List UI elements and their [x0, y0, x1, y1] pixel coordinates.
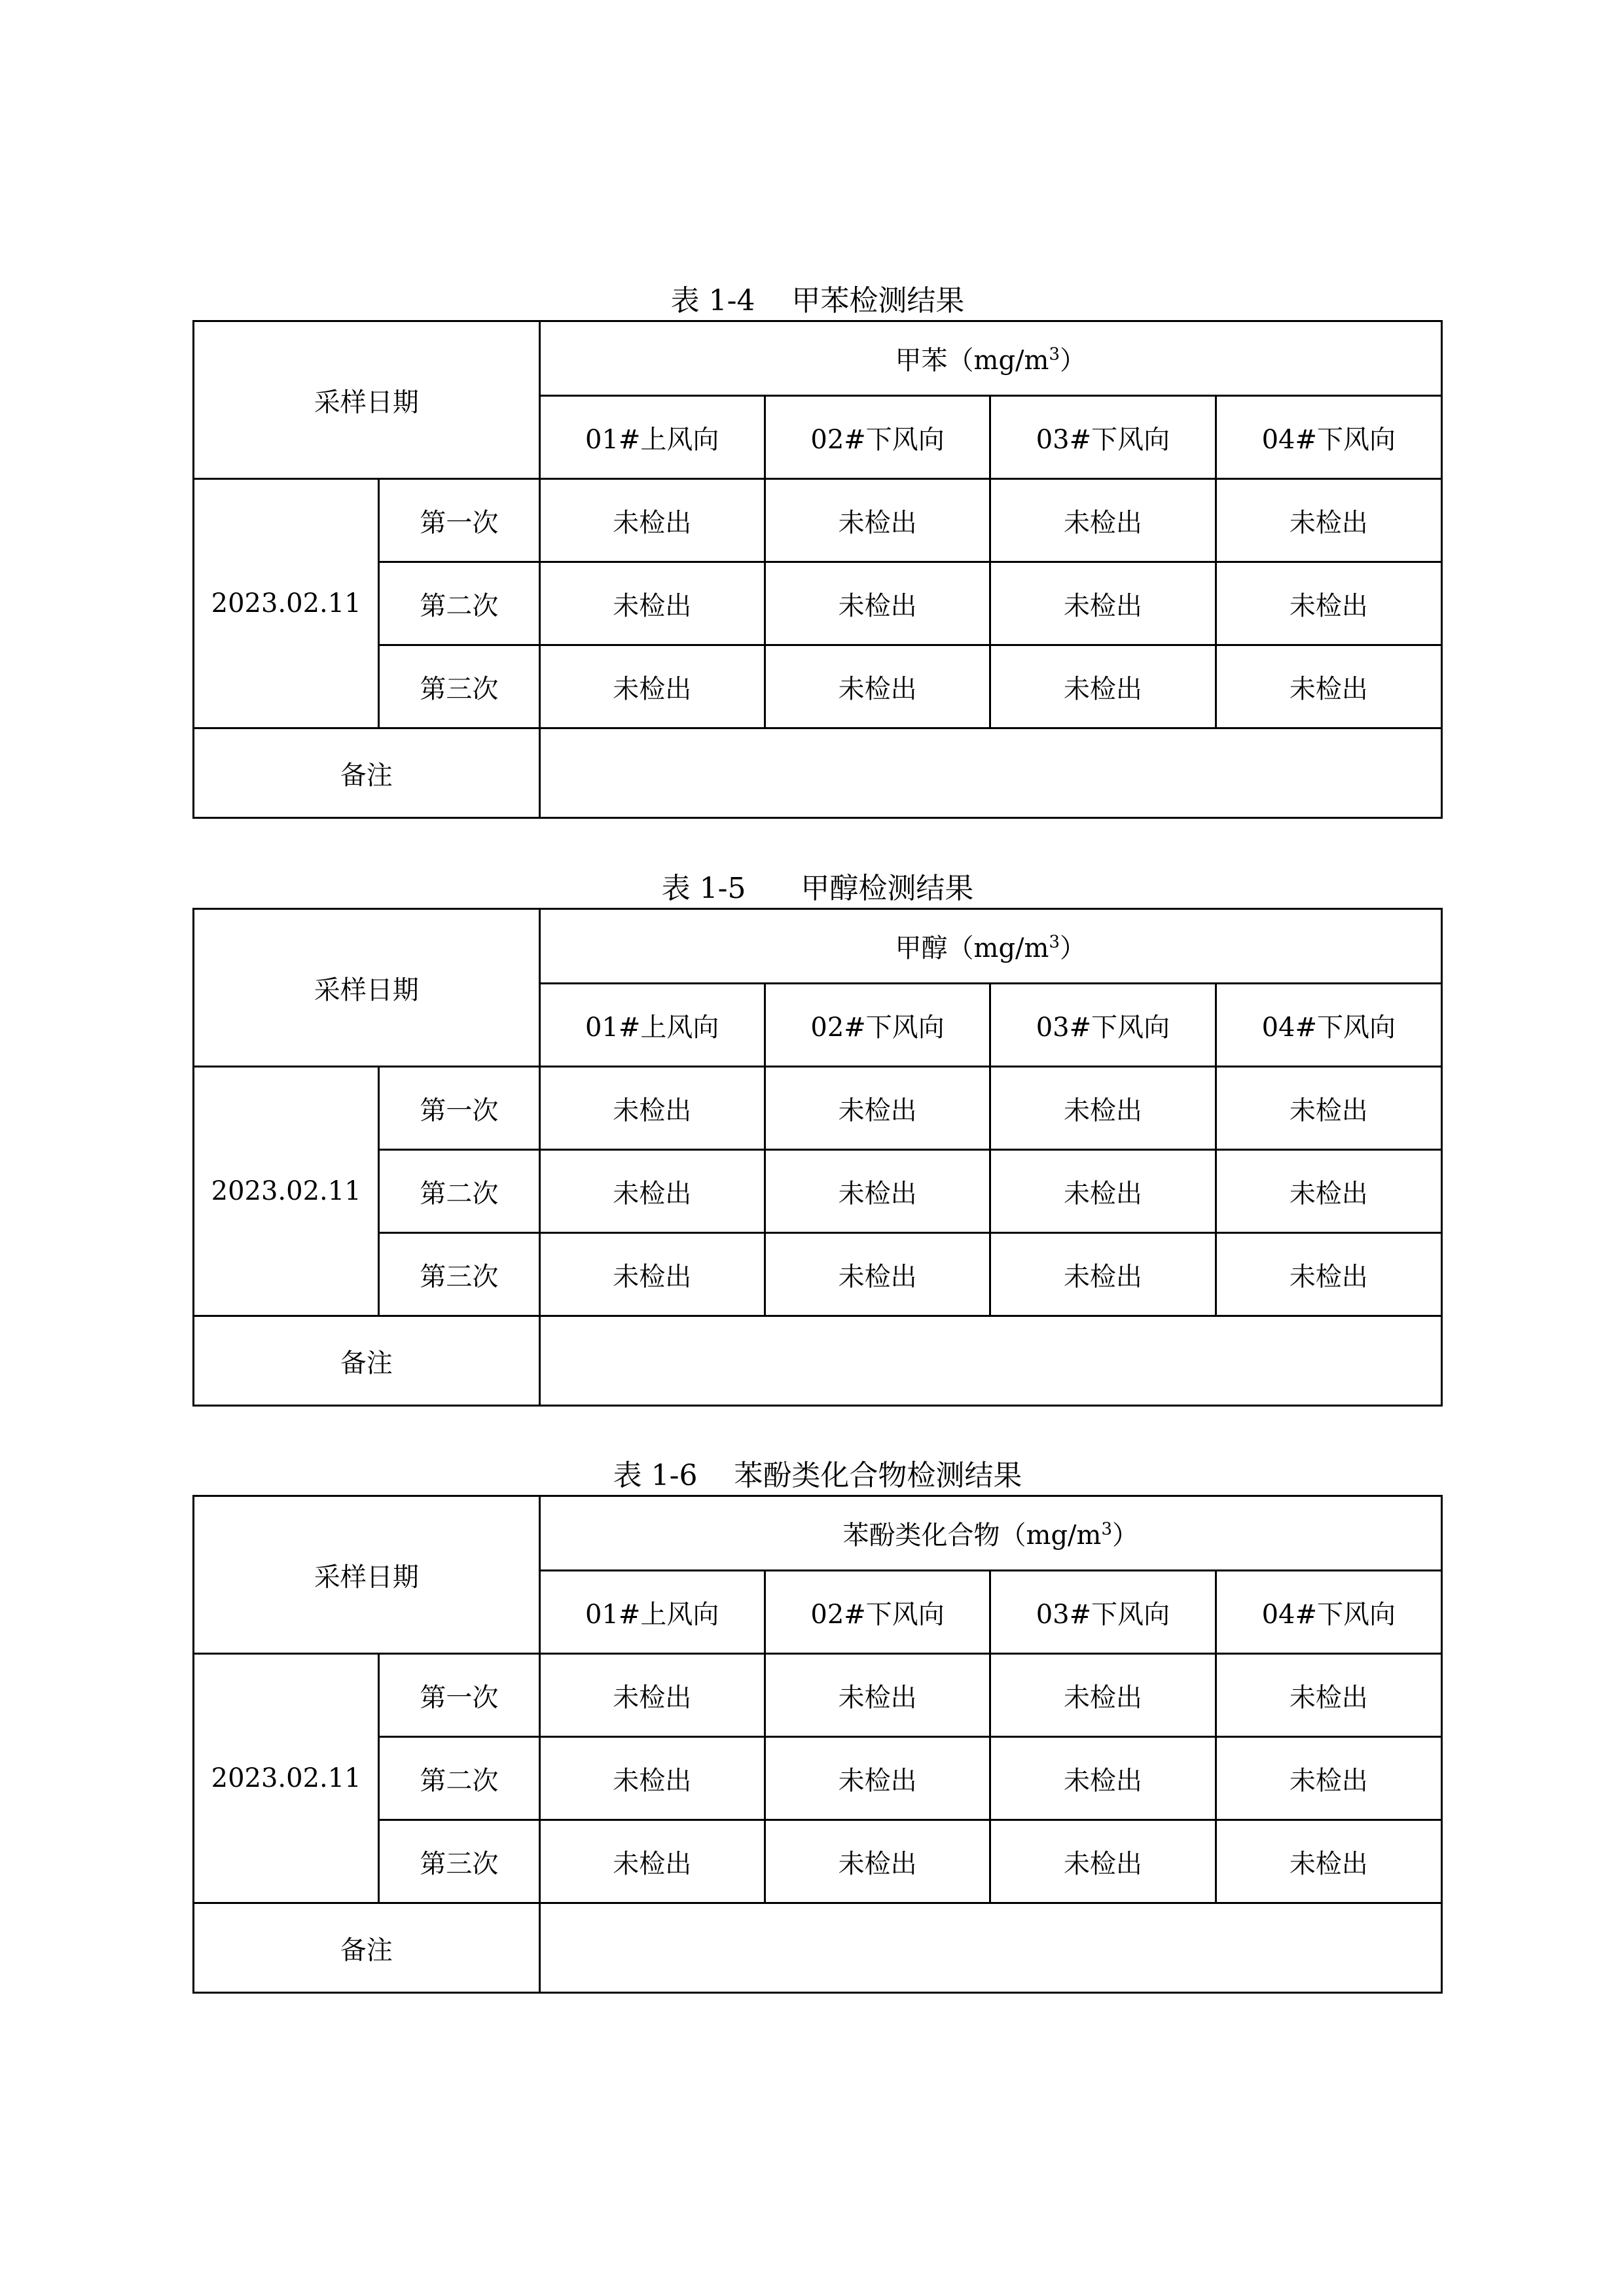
result-cell: 未检出 [990, 1233, 1216, 1316]
note-value [539, 728, 1441, 818]
parameter-close: ） [1060, 933, 1087, 963]
result-cell: 未检出 [1216, 1067, 1441, 1150]
parameter-label: 甲苯（mg/m [895, 346, 1049, 376]
round-label: 第一次 [379, 1654, 539, 1737]
toluene-result-table [192, 320, 1443, 819]
parameter-header [539, 321, 1441, 396]
phenol-result-table [192, 1495, 1443, 1994]
parameter-close: ） [1112, 1520, 1139, 1551]
parameter-header [539, 1496, 1441, 1571]
result-cell: 未检出 [539, 1233, 765, 1316]
round-label: 第三次 [379, 1820, 539, 1903]
note-row [194, 728, 1442, 818]
methanol-result-table [192, 908, 1443, 1407]
result-cell: 未检出 [765, 645, 990, 728]
sampling-date-header: 采样日期 [194, 909, 540, 1067]
result-cell: 未检出 [1216, 1737, 1441, 1820]
unit-superscript: 3 [1049, 344, 1060, 365]
note-row [194, 1316, 1442, 1406]
result-cell: 未检出 [1216, 1233, 1441, 1316]
header-row [194, 909, 1442, 984]
round-label: 第二次 [379, 1737, 539, 1820]
site-header: 02#下风向 [765, 984, 990, 1067]
table-row [194, 479, 1442, 562]
result-cell: 未检出 [990, 562, 1216, 645]
result-cell: 未检出 [990, 1150, 1216, 1233]
result-cell: 未检出 [765, 1150, 990, 1233]
site-header: 04#下风向 [1216, 984, 1441, 1067]
note-label: 备注 [194, 1903, 540, 1993]
table-caption: 表 1-5 甲醇检测结果 [661, 872, 974, 905]
result-cell: 未检出 [539, 562, 765, 645]
result-cell: 未检出 [990, 479, 1216, 562]
header-row [194, 321, 1442, 396]
round-label: 第一次 [379, 479, 539, 562]
site-header: 03#下风向 [990, 1571, 1216, 1654]
round-label: 第三次 [379, 1233, 539, 1316]
note-label: 备注 [194, 1316, 540, 1406]
result-cell: 未检出 [765, 1820, 990, 1903]
parameter-close: ） [1060, 346, 1087, 376]
result-cell: 未检出 [765, 1233, 990, 1316]
result-cell: 未检出 [765, 1654, 990, 1737]
site-header: 02#下风向 [765, 396, 990, 479]
parameter-label: 甲醇（mg/m [895, 933, 1049, 963]
result-cell: 未检出 [990, 1654, 1216, 1737]
table-row [194, 1233, 1442, 1316]
result-cell: 未检出 [539, 645, 765, 728]
table-row [194, 562, 1442, 645]
result-cell: 未检出 [539, 1820, 765, 1903]
round-label: 第一次 [379, 1067, 539, 1150]
result-cell: 未检出 [539, 1150, 765, 1233]
sampling-date-header: 采样日期 [194, 1496, 540, 1654]
table-row [194, 1067, 1442, 1150]
note-value [539, 1316, 1441, 1406]
result-cell: 未检出 [1216, 1150, 1441, 1233]
result-cell: 未检出 [1216, 1654, 1441, 1737]
parameter-header [539, 909, 1441, 984]
result-cell: 未检出 [765, 479, 990, 562]
result-cell: 未检出 [765, 1067, 990, 1150]
site-header: 01#上风向 [539, 396, 765, 479]
round-label: 第三次 [379, 645, 539, 728]
result-cell: 未检出 [1216, 645, 1441, 728]
site-header: 01#上风向 [539, 1571, 765, 1654]
site-header: 04#下风向 [1216, 396, 1441, 479]
header-row [194, 1496, 1442, 1571]
table-row [194, 1654, 1442, 1737]
result-cell: 未检出 [765, 562, 990, 645]
table-row [194, 1737, 1442, 1820]
result-cell: 未检出 [765, 1737, 990, 1820]
site-header: 03#下风向 [990, 984, 1216, 1067]
round-label: 第二次 [379, 1150, 539, 1233]
result-cell: 未检出 [539, 1067, 765, 1150]
result-cell: 未检出 [539, 1737, 765, 1820]
result-cell: 未检出 [1216, 562, 1441, 645]
table-row [194, 645, 1442, 728]
site-header: 01#上风向 [539, 984, 765, 1067]
site-header: 04#下风向 [1216, 1571, 1441, 1654]
parameter-label: 苯酚类化合物（mg/m [842, 1520, 1102, 1551]
note-label: 备注 [194, 728, 540, 818]
sampling-date-cell: 2023.02.11 [194, 479, 379, 728]
result-cell: 未检出 [539, 1654, 765, 1737]
result-cell: 未检出 [990, 1737, 1216, 1820]
note-row [194, 1903, 1442, 1993]
table-row [194, 1820, 1442, 1903]
sampling-date-header: 采样日期 [194, 321, 540, 479]
table-row [194, 1150, 1442, 1233]
site-header: 02#下风向 [765, 1571, 990, 1654]
result-cell: 未检出 [1216, 1820, 1441, 1903]
sampling-date-cell: 2023.02.11 [194, 1067, 379, 1316]
table-caption: 表 1-6 苯酚类化合物检测结果 [613, 1459, 1022, 1492]
result-cell: 未检出 [539, 479, 765, 562]
result-cell: 未检出 [1216, 479, 1441, 562]
sampling-date-cell: 2023.02.11 [194, 1654, 379, 1903]
note-value [539, 1903, 1441, 1993]
result-cell: 未检出 [990, 1067, 1216, 1150]
table-caption: 表 1-4 甲苯检测结果 [670, 284, 965, 317]
round-label: 第二次 [379, 562, 539, 645]
result-cell: 未检出 [990, 1820, 1216, 1903]
site-header: 03#下风向 [990, 396, 1216, 479]
unit-superscript: 3 [1101, 1519, 1113, 1539]
result-cell: 未检出 [990, 645, 1216, 728]
unit-superscript: 3 [1049, 932, 1060, 952]
